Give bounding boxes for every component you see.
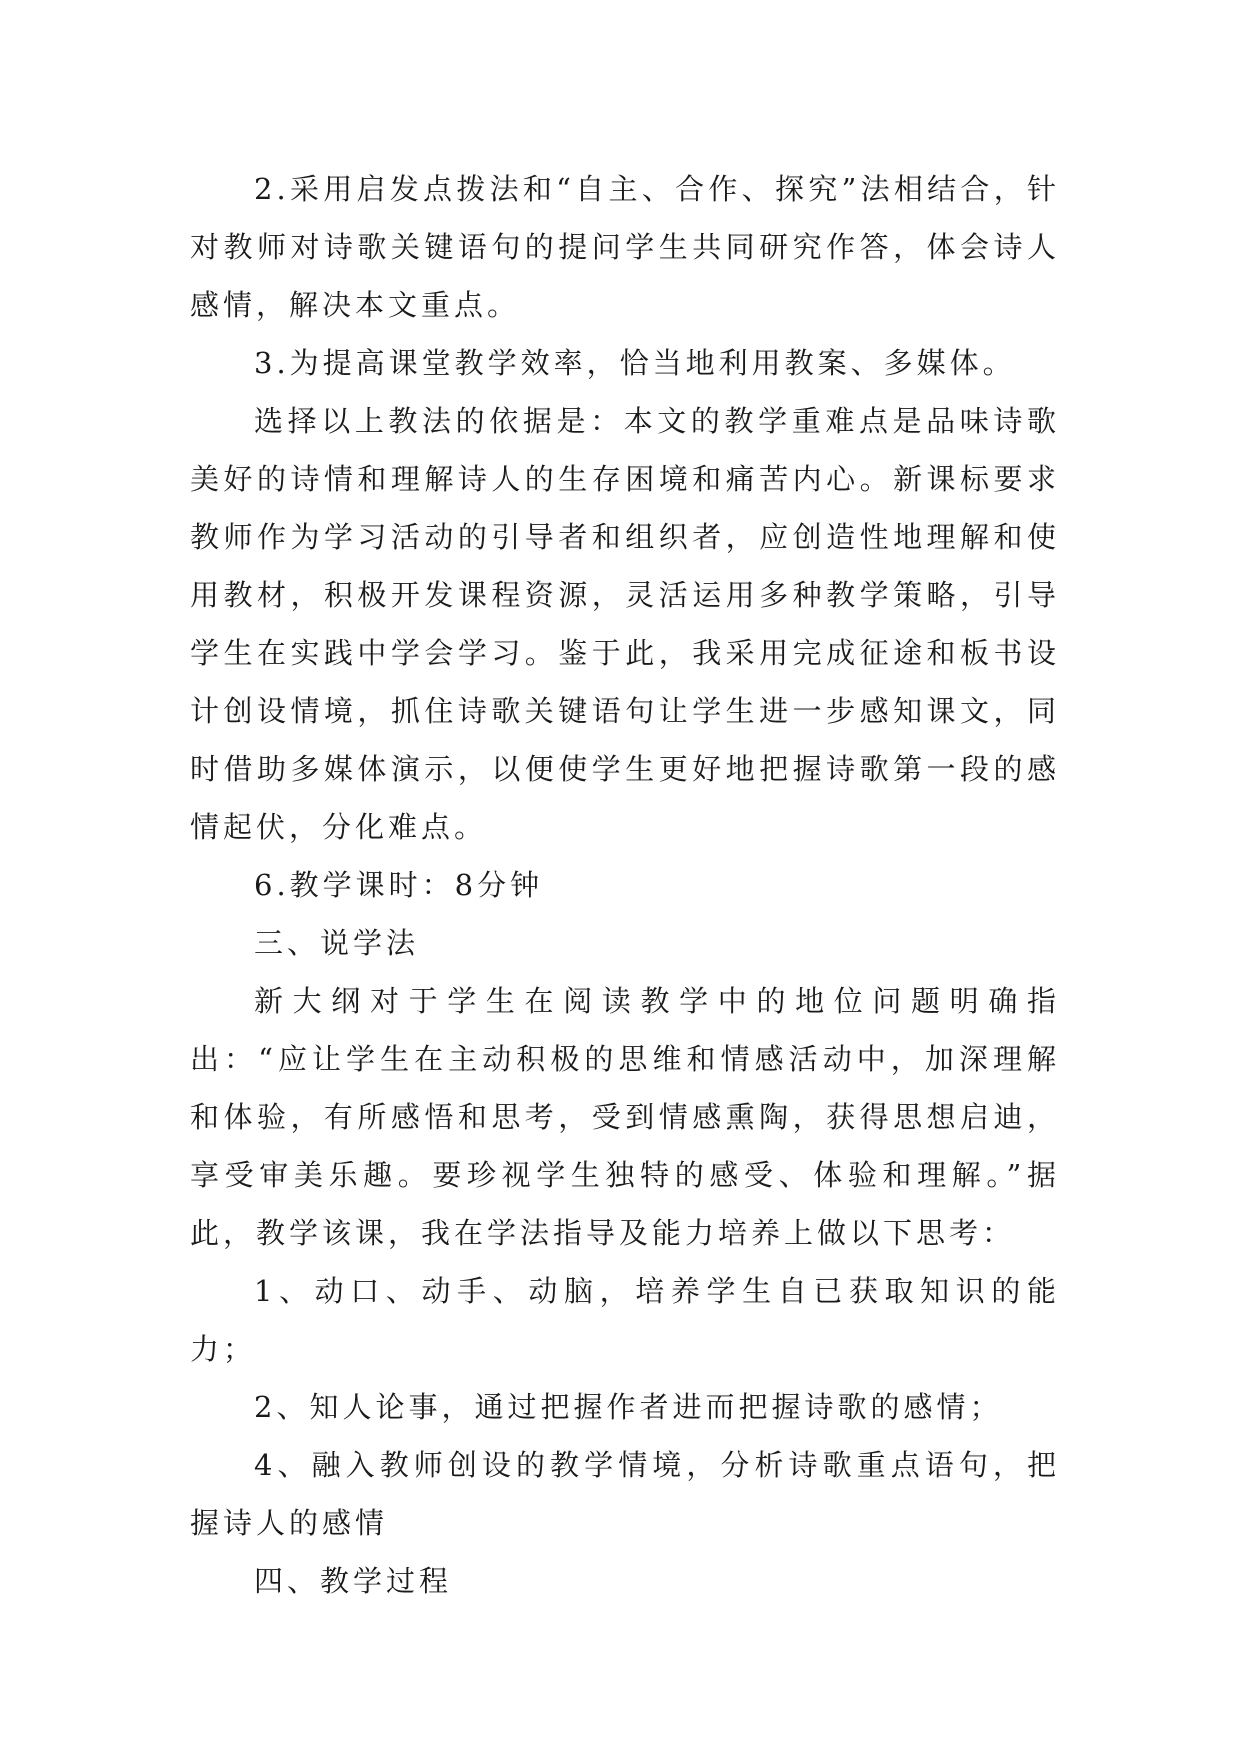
paragraph-method-3: 3.为提高课堂教学效率，恰当地利用教案、多媒体。 — [254, 346, 1016, 380]
paragraph-lesson-time: 6.教学课时：8分钟 — [254, 868, 544, 902]
list-item-1: 1、动口、动手、动脑，培养学生自已获取知识的能力； — [190, 1274, 1060, 1366]
section-heading-learning-method: 三、说学法 — [254, 926, 420, 960]
list-item-2: 2、知人论事，通过把握作者进而把握诗歌的感情； — [254, 1390, 1003, 1424]
paragraph-method-2: 2.采用启发点拨法和“自主、合作、探究”法相结合，针对教师对诗歌关键语句的提问学生共同研究作答，体会诗人感情，解决本文重点。 — [190, 172, 1060, 322]
paragraph-syllabus-quote: 新大纲对于学生在阅读教学中的地位问题明确指出：“应让学生在主动积极的思维和情感活动中，加深理解和体验，有所感悟和思考，受到情感熏陶，获得思想启迪，享受审美乐趣。要珍视学生独特的感受、体验和理解。”据此，教学该课，我在学法指导及能力培养上做以下思考： — [190, 984, 1060, 1250]
paragraph-method-basis: 选择以上教法的依据是：本文的教学重难点是品味诗歌美好的诗情和理解诗人的生存困境和痛苦内心。新课标要求教师作为学习活动的引导者和组织者，应创造性地理解和使用教材，积极开发课程资源，灵活运用多种教学策略，引导学生在实践中学会学习。鉴于此，我采用完成征途和板书设计创设情境，抓住诗歌关键语句让学生进一步感知课文，同时借助多媒体演示，以便使学生更好地把握诗歌第一段的感情起伏，分化难点。 — [190, 404, 1060, 844]
document-body — [190, 160, 1060, 1610]
section-heading-teaching-process: 四、教学过程 — [254, 1564, 453, 1598]
list-item-4: 4、融入教师创设的教学情境，分析诗歌重点语句，把握诗人的感情 — [190, 1448, 1060, 1540]
